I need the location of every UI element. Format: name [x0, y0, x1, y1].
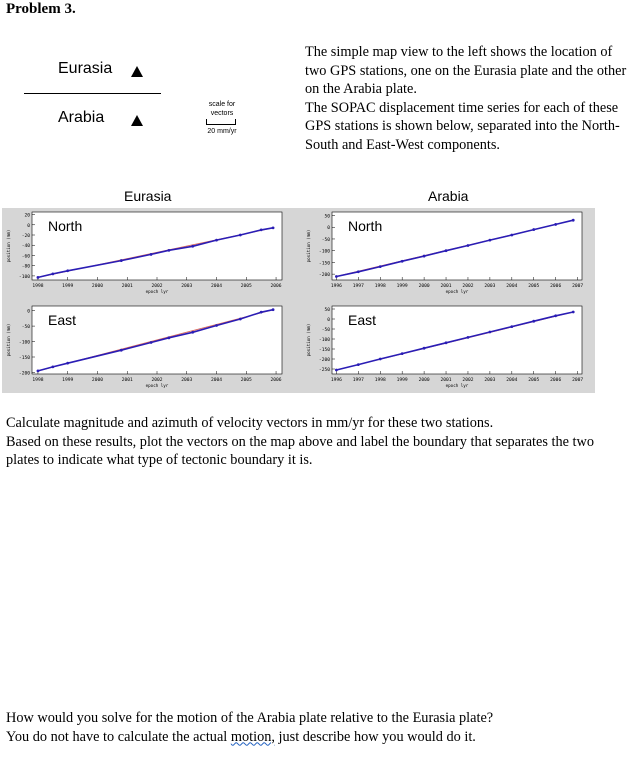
chart-eurasia-east	[6, 306, 282, 388]
data-point	[554, 314, 557, 317]
x-tick-label: 2005	[528, 284, 540, 289]
x-tick-label: 1998	[374, 284, 386, 289]
y-tick-label: -20	[21, 234, 30, 240]
x-tick-label: 2006	[550, 284, 562, 289]
y-tick-label: -150	[18, 356, 30, 361]
plate-boundary-line	[24, 93, 161, 94]
x-tick-label: 1996	[330, 378, 342, 383]
data-point	[401, 260, 404, 263]
data-point	[488, 239, 491, 242]
x-tick-label: 2002	[462, 284, 474, 289]
y-tick-label: -80	[21, 264, 30, 270]
data-point	[379, 358, 382, 361]
plate-title-eurasia: Eurasia	[124, 188, 172, 204]
question-1-line-1: Calculate magnitude and azimuth of velocity vectors in mm/yr for these two stations.	[6, 415, 494, 431]
x-tick-label: 1999	[396, 284, 408, 289]
x-tick-label: 2000	[91, 378, 104, 383]
x-tick-label: 2005	[240, 378, 252, 383]
scale-value: 20 mm/yr	[207, 128, 237, 135]
question-2-line-1: How would you solve for the motion of the Arabia plate relative to the Eurasia plate?	[6, 710, 494, 726]
data-point	[51, 272, 54, 275]
y-tick-label: -100	[318, 249, 330, 255]
data-point	[120, 349, 123, 352]
data-point	[260, 228, 263, 231]
x-tick-label: 2002	[462, 378, 474, 383]
data-point	[191, 331, 194, 334]
y-tick-label: -250	[318, 368, 330, 373]
data-point	[572, 219, 575, 222]
station-label-eurasia: Eurasia	[58, 60, 113, 77]
y-tick-label: -100	[18, 340, 30, 346]
data-point	[168, 336, 171, 339]
y-tick-label: -100	[318, 338, 330, 343]
y-tick-label: 0	[327, 226, 330, 232]
x-tick-label: 2001	[440, 378, 452, 383]
data-point	[51, 365, 54, 368]
data-point	[467, 336, 470, 339]
x-tick-label: 2006	[270, 284, 282, 289]
data-point	[215, 239, 218, 242]
data-point	[239, 234, 242, 237]
x-tick-label: 1999	[62, 378, 74, 383]
y-tick-label: -150	[318, 261, 330, 267]
y-tick-label: -50	[321, 237, 330, 243]
problem-title: Problem 3.	[6, 1, 76, 17]
chart-arabia-east	[306, 306, 583, 388]
data-point	[335, 369, 338, 372]
x-tick-label: 2000	[91, 284, 104, 289]
x-axis-label: epoch lyr	[445, 383, 469, 388]
y-tick-label: 50	[324, 308, 330, 313]
data-point	[272, 226, 275, 229]
y-tick-label: 20	[24, 213, 30, 219]
x-tick-label: 2007	[572, 284, 584, 289]
y-tick-label: -50	[321, 328, 330, 333]
x-tick-label: 1999	[62, 284, 74, 289]
x-tick-label: 2003	[181, 284, 193, 289]
data-point	[445, 341, 448, 344]
data-point	[37, 370, 40, 373]
y-tick-label: -200	[318, 273, 330, 279]
y-tick-label: -50	[21, 325, 30, 331]
data-point	[120, 259, 123, 262]
data-point	[260, 311, 263, 314]
x-tick-label: 1998	[32, 284, 44, 289]
y-axis-label: position (mm)	[306, 229, 311, 263]
data-point	[467, 244, 470, 247]
data-point	[37, 276, 40, 279]
data-point	[554, 223, 557, 226]
data-point	[532, 228, 535, 231]
y-axis-label: position (mm)	[6, 323, 11, 357]
data-point	[510, 325, 513, 328]
station-label-arabia: Arabia	[58, 109, 105, 126]
intro-text-2: The SOPAC displacement time series for each of these GPS stations is shown below, separated into the North-South and East-West components.	[305, 99, 620, 153]
data-point	[239, 318, 242, 321]
component-label-arabia-north: North	[348, 218, 383, 234]
scale-bar	[206, 119, 236, 125]
y-tick-label: 0	[27, 309, 30, 315]
intro-paragraph	[305, 43, 630, 154]
component-label-eurasia-north: North	[48, 218, 83, 234]
y-axis-label: position (mm)	[6, 229, 11, 263]
x-tick-label: 2001	[121, 378, 133, 383]
data-point	[510, 234, 513, 237]
data-point	[401, 352, 404, 355]
y-axis-label: position (mm)	[306, 323, 311, 357]
y-tick-label: 0	[327, 318, 330, 323]
y-tick-label: -200	[318, 358, 330, 363]
y-tick-label: 0	[27, 223, 30, 229]
x-tick-label: 2003	[484, 284, 496, 289]
data-point	[379, 265, 382, 268]
data-point	[66, 362, 69, 365]
x-tick-label: 2005	[528, 378, 540, 383]
data-point	[168, 249, 171, 252]
y-tick-label: -150	[318, 348, 330, 353]
data-point	[445, 249, 448, 252]
question-1-line-2: Based on these results, plot the vectors on the map above and label the boundary that separates the two plates to indicate what type of tectonic boundary it is.	[6, 433, 594, 468]
data-point	[150, 341, 153, 344]
x-tick-label: 1997	[352, 378, 364, 383]
x-tick-label: 2000	[418, 284, 430, 289]
intro-text-1: The simple map view to the left shows the location of two GPS stations, one on the Eurasia plate and the other on the Arabia plate.	[305, 44, 627, 97]
data-point	[532, 320, 535, 323]
y-tick-label: -100	[18, 274, 30, 280]
y-tick-label: 50	[324, 214, 330, 220]
x-tick-label: 2006	[270, 378, 282, 383]
x-tick-label: 2004	[210, 284, 223, 289]
x-axis-label: epoch lyr	[145, 383, 169, 388]
y-tick-label: -200	[18, 371, 30, 377]
x-tick-label: 2001	[440, 284, 452, 289]
data-point	[572, 311, 575, 314]
plate-title-arabia: Arabia	[428, 188, 469, 204]
question-2	[6, 709, 626, 746]
data-point	[357, 270, 360, 273]
data-point	[215, 324, 218, 327]
x-tick-label: 2000	[418, 378, 430, 383]
x-tick-label: 2006	[550, 378, 562, 383]
x-tick-label: 1999	[396, 378, 408, 383]
data-point	[191, 245, 194, 248]
chart-eurasia-north	[6, 212, 282, 294]
x-tick-label: 2005	[240, 284, 252, 289]
data-point	[150, 253, 153, 256]
x-tick-label: 2007	[572, 378, 584, 383]
chart-arabia-north	[306, 212, 583, 294]
x-tick-label: 2003	[484, 378, 496, 383]
question-1	[6, 414, 626, 470]
arabia-station-triangle-icon	[131, 115, 143, 126]
x-tick-label: 2002	[151, 284, 163, 289]
time-series-charts	[2, 208, 595, 393]
eurasia-station-triangle-icon	[131, 66, 143, 77]
question-2-line-2-end: just describe how you would do it.	[274, 728, 476, 745]
data-point	[335, 275, 338, 278]
x-tick-label: 2003	[181, 378, 193, 383]
data-point	[357, 363, 360, 366]
x-axis-label: epoch lyr	[445, 289, 469, 294]
scale-label: scale for vectors	[208, 101, 236, 117]
x-tick-label: 2004	[210, 378, 223, 383]
x-tick-label: 1997	[352, 284, 364, 289]
x-tick-label: 2002	[151, 378, 163, 383]
question-2-spellcheck-word: motion,	[230, 728, 275, 745]
x-tick-label: 1996	[330, 284, 342, 289]
x-axis-label: epoch lyr	[145, 289, 169, 294]
data-point	[488, 331, 491, 334]
data-point	[423, 255, 426, 258]
x-tick-label: 1998	[374, 378, 386, 383]
x-tick-label: 2004	[506, 378, 518, 383]
time-series-panel	[2, 208, 595, 393]
data-point	[66, 269, 69, 272]
x-tick-label: 1998	[32, 378, 44, 383]
x-tick-label: 2004	[506, 284, 518, 289]
question-2-line-2-start: You do not have to calculate the actual	[6, 728, 231, 745]
x-tick-label: 2001	[121, 284, 133, 289]
component-label-arabia-east: East	[348, 312, 377, 328]
y-tick-label: -40	[21, 244, 30, 250]
component-label-eurasia-east: East	[48, 312, 77, 328]
y-tick-label: -60	[21, 254, 30, 260]
data-point	[272, 308, 275, 311]
data-point	[423, 347, 426, 350]
